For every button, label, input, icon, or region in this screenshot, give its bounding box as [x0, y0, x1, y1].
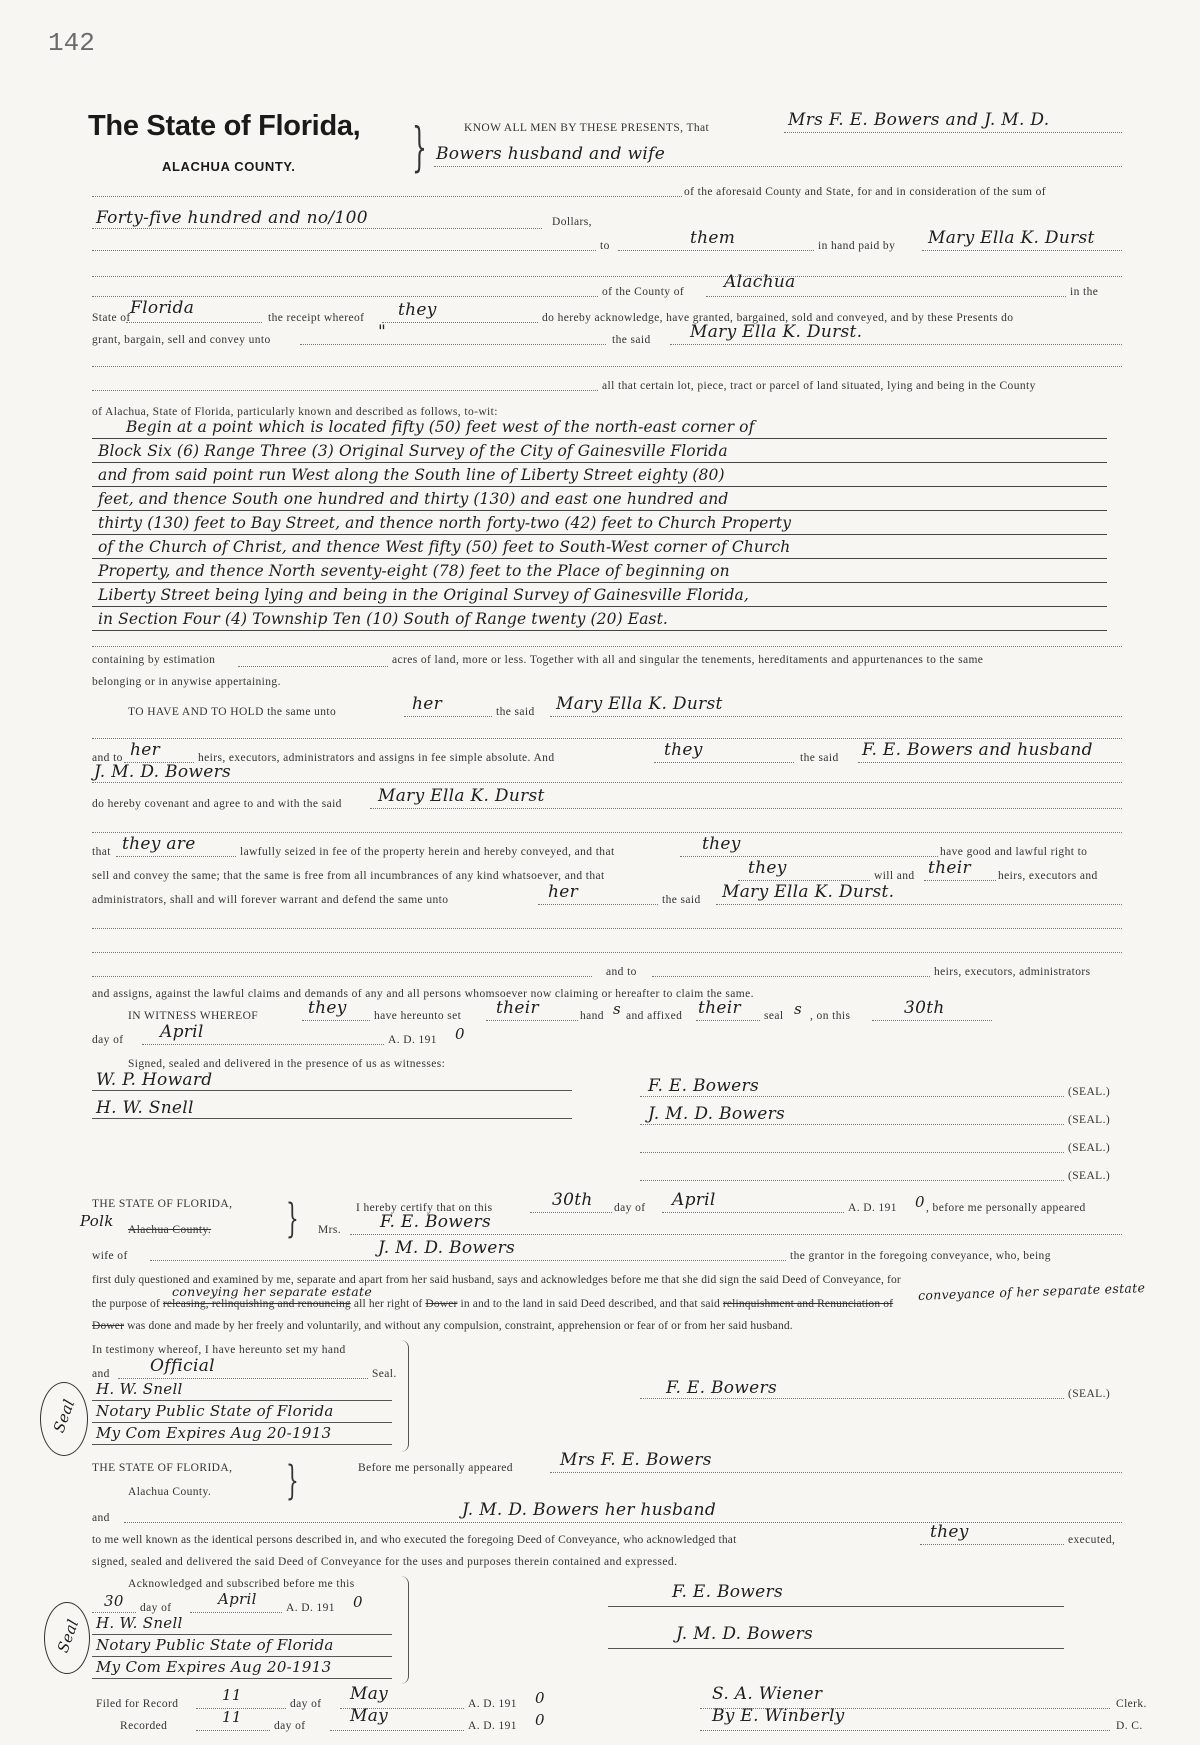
ack2-appeared: Mrs F. E. Bowers — [560, 1450, 712, 1470]
state-label: State of — [92, 312, 131, 324]
they-3: they — [702, 834, 741, 854]
and-to-2: and to — [606, 966, 637, 978]
ack2-day: 30 — [104, 1592, 124, 1610]
dotted-line — [640, 1124, 1064, 1125]
dotted-line — [738, 880, 870, 881]
dotted-line — [922, 250, 1122, 251]
grantee-name-3: Mary Ella K. Durst — [556, 694, 723, 714]
dotted-line — [640, 1152, 1064, 1153]
administrators-text: administrators, shall and will forever warrant and defend the same unto — [92, 894, 449, 906]
witness-line — [92, 1090, 572, 1091]
dotted-line — [652, 976, 930, 977]
seized-text: lawfully seized in fee of the property herein and hereby conveyed, and that — [240, 846, 615, 858]
ack2-commission: My Com Expires Aug 20-1913 — [96, 1658, 332, 1676]
witness-1: W. P. Howard — [96, 1070, 213, 1090]
ack1-notary-title: Notary Public State of Florida — [96, 1402, 334, 1420]
filed-month: May — [350, 1684, 389, 1704]
ack2-day-of: day of — [140, 1602, 172, 1614]
dotted-line — [920, 1544, 1064, 1545]
to-have-text: TO HAVE AND TO HOLD the same unto — [128, 706, 337, 718]
witness-their-2: their — [698, 998, 741, 1018]
ack2-signature-1: F. E. Bowers — [672, 1582, 783, 1602]
description-line: Begin at a point which is located fifty (50) feet west of the north-east corner of — [126, 418, 755, 436]
ack1-line2c: in and to the land in said Deed described, and that said — [460, 1298, 720, 1310]
covenantors-2: J. M. D. Bowers — [94, 762, 232, 782]
belonging-text: belonging or in anywise appertaining. — [92, 676, 281, 688]
her-2: her — [130, 740, 161, 760]
description-line: in Section Four (4) Township Ten (10) South of Range twenty (20) East. — [98, 610, 668, 628]
seal-text: seal — [764, 1010, 784, 1022]
they-2: they — [664, 740, 703, 760]
have-hereunto-text: have hereunto set — [374, 1010, 462, 1022]
ack1-seal-word: Seal. — [372, 1368, 397, 1380]
containing-text: containing by estimation — [92, 654, 216, 666]
dotted-line — [434, 166, 1122, 167]
seal-label: (SEAL.) — [1068, 1114, 1111, 1126]
filed-day-of: day of — [290, 1698, 322, 1710]
dotted-line — [196, 1730, 270, 1731]
dotted-line — [872, 1020, 992, 1021]
their-1: their — [928, 858, 971, 878]
sum-amount: Forty-five hundred and no/100 — [96, 208, 368, 228]
filed-year-digit: 0 — [535, 1689, 545, 1707]
dc-label: D. C. — [1116, 1720, 1143, 1732]
dotted-line — [92, 832, 1122, 833]
recorded-month: May — [350, 1706, 389, 1726]
witness-their: their — [496, 998, 539, 1018]
and-affixed-text: and affixed — [626, 1010, 683, 1022]
dotted-line — [92, 646, 1122, 647]
dotted-line — [150, 1260, 786, 1261]
ack1-husband: J. M. D. Bowers — [378, 1238, 516, 1258]
ack1-signature: F. E. Bowers — [666, 1378, 777, 1398]
dotted-line — [784, 132, 1122, 133]
dotted-line — [858, 762, 1122, 763]
ack1-commission: My Com Expires Aug 20-1913 — [96, 1424, 332, 1442]
ack1-seal-stamp-text: Seal — [49, 1396, 79, 1436]
ack1-line3 — [92, 1320, 793, 1332]
dotted-line — [640, 1096, 1064, 1097]
ack1-official: Official — [150, 1356, 215, 1376]
ack2-identical: to me well known as the identical persons described in, and who executed the foregoing Deed of Conveyance, who acknowledged that — [92, 1534, 737, 1546]
hand-s: s — [613, 1000, 621, 1018]
grantors-line2: Bowers husband and wife — [436, 144, 666, 164]
notary-line — [92, 1634, 392, 1635]
witness-line — [92, 1118, 572, 1119]
and-assigns-text: and assigns, against the lawful claims and demands of any and all persons whomsoever now claiming or hereafter to claim the same. — [92, 988, 754, 1000]
dotted-line — [538, 904, 658, 905]
grantee-name-4: Mary Ella K. Durst — [378, 786, 545, 806]
county-heading: ALACHUA COUNTY. — [162, 159, 296, 174]
acknowledge-text: do hereby acknowledge, have granted, bargained, sold and conveyed, and by these Presents do — [542, 312, 1014, 324]
ack1-line2-struck: releasing, relinquishing and renouncing — [162, 1298, 351, 1310]
ad-text: A. D. 191 — [388, 1034, 437, 1046]
covenantors-1: F. E. Bowers and husband — [862, 740, 1093, 760]
ack1-bracket — [398, 1340, 409, 1452]
grantee-name-2: Mary Ella K. Durst. — [690, 322, 863, 342]
they-4: they — [748, 858, 787, 878]
ack1-day: 30th — [552, 1190, 593, 1210]
dotted-line — [550, 1472, 1122, 1473]
ack1-insert1: conveying her separate estate — [172, 1284, 373, 1299]
dotted-line — [696, 1020, 760, 1021]
her-3: her — [548, 882, 579, 902]
in-the-text: in the — [1070, 286, 1099, 298]
ack2-county: Alachua County. — [128, 1486, 212, 1498]
dotted-line — [706, 296, 1066, 297]
signature-1: F. E. Bowers — [648, 1076, 759, 1096]
ack2-acknowledged: Acknowledged and subscribed before me this — [128, 1578, 355, 1590]
dotted-line — [92, 928, 1122, 929]
recorded-day: 11 — [222, 1708, 242, 1726]
ack1-seal-stamp — [40, 1382, 88, 1456]
recorded-year-digit: 0 — [535, 1711, 545, 1729]
ditto-mark: " — [378, 322, 387, 342]
dotted-line — [662, 1212, 844, 1213]
clerk-label: Clerk. — [1116, 1698, 1147, 1710]
ack1-insert2: conveyance of her separate estate — [917, 1280, 1146, 1303]
witness-day: 30th — [904, 998, 945, 1018]
dotted-line — [700, 1730, 1110, 1731]
ack1-before-me: , before me personally appeared — [926, 1202, 1086, 1214]
ack2-brace: } — [286, 1458, 299, 1504]
all-that-text: all that certain lot, piece, tract or parcel of land situated, lying and being in the County — [602, 380, 1036, 392]
seal-label: (SEAL.) — [1068, 1086, 1111, 1098]
ack2-seal-stamp — [44, 1602, 90, 1674]
dotted-line — [124, 1522, 1122, 1523]
in-hand-paid-text: in hand paid by — [818, 240, 896, 252]
dotted-line — [654, 762, 794, 763]
that-text: that — [92, 846, 111, 858]
ack2-bracket — [398, 1576, 409, 1684]
dotted-line — [404, 716, 492, 717]
know-all-men: KNOW ALL MEN BY THESE PRESENTS, That — [464, 122, 710, 134]
description-line: thirty (130) feet to Bay Street, and thence north forty-two (42) feet to Church Property — [98, 514, 792, 532]
dotted-line — [238, 666, 388, 667]
witness-month: April — [160, 1022, 204, 1042]
filed-text: Filed for Record — [96, 1698, 179, 1710]
dotted-line — [924, 880, 996, 881]
page-number: 142 — [48, 28, 95, 58]
ack1-line3-dower: Dower — [92, 1320, 125, 1332]
dotted-line — [302, 1020, 370, 1021]
of-aforesaid-text: of the aforesaid County and State, for and in consideration of the sum of — [684, 186, 1046, 198]
notary-line — [92, 1422, 392, 1423]
dotted-line — [618, 250, 814, 251]
the-said-3: the said — [800, 752, 839, 764]
ack1-line2b: all her right of — [353, 1298, 423, 1310]
of-alachua-text: of Alachua, State of Florida, particularly known and described as follows, to-wit: — [92, 406, 498, 418]
ack2-ad: A. D. 191 — [286, 1602, 335, 1614]
to-whom: them — [690, 228, 736, 248]
dotted-line — [382, 322, 538, 323]
state-title: The State of Florida, — [88, 110, 361, 142]
signature-line — [608, 1606, 1064, 1607]
grant-bargain-text: grant, bargain, sell and convey unto — [92, 334, 271, 346]
grantee-name: Mary Ella K. Durst — [928, 228, 1095, 248]
sell-convey-text: sell and convey the same; that the same is free from all incumbrances of any kind whatsoever, and that — [92, 870, 605, 882]
ack1-brace: } — [286, 1196, 299, 1242]
in-witness-text: IN WITNESS WHEREOF — [128, 1010, 259, 1022]
dotted-line — [640, 1180, 1064, 1181]
heirs-exec-text: heirs, executors and — [998, 870, 1098, 882]
ack1-certify: I hereby certify that on this — [356, 1202, 493, 1214]
ack2-notary-title: Notary Public State of Florida — [96, 1636, 334, 1654]
covenant-text: do hereby covenant and agree to and with the said — [92, 798, 342, 810]
dotted-line — [92, 366, 1122, 367]
dollars-text: Dollars, — [552, 216, 592, 228]
ack2-signed: signed, sealed and delivered the said Deed of Conveyance for the uses and purposes therein contained and expressed. — [92, 1556, 678, 1568]
signature-2: J. M. D. Bowers — [648, 1104, 786, 1124]
her-1: her — [412, 694, 443, 714]
ack2-seal-stamp-text: Seal — [53, 1616, 83, 1656]
ack1-line2-struck2: relinquishment and Renunciation of — [722, 1298, 894, 1310]
header-brace: } — [412, 118, 427, 178]
dotted-line — [92, 296, 598, 297]
ack1-ad: A. D. 191 — [848, 1202, 897, 1214]
ack2-husband: J. M. D. Bowers her husband — [462, 1500, 717, 1520]
ack1-and: and — [92, 1368, 110, 1380]
dotted-line — [370, 808, 1122, 809]
dotted-line — [670, 344, 1122, 345]
of-county-text: of the County of — [602, 286, 685, 298]
ack1-wife-of: wife of — [92, 1250, 128, 1262]
ack1-grantor: the grantor in the foregoing conveyance, who, being — [790, 1250, 1051, 1262]
notary-line — [92, 1678, 392, 1679]
dotted-line — [92, 250, 596, 251]
ack2-and: and — [92, 1512, 110, 1524]
signed-sealed-text: Signed, sealed and delivered in the presence of us as witnesses: — [128, 1058, 446, 1070]
seal-label: (SEAL.) — [1068, 1142, 1111, 1154]
dotted-line — [92, 276, 1122, 277]
witness-2: H. W. Snell — [96, 1098, 194, 1118]
good-right-text: have good and lawful right to — [940, 846, 1088, 858]
dotted-line — [330, 1730, 464, 1731]
grantee-name-5: Mary Ella K. Durst. — [722, 882, 895, 902]
ack2-state: THE STATE OF FLORIDA, — [92, 1462, 233, 1474]
ack1-notary-name: H. W. Snell — [96, 1380, 183, 1398]
description-line: of the Church of Christ, and thence West fifty (50) feet to South-West corner of Church — [98, 538, 791, 556]
ack1-mrs: Mrs. — [318, 1224, 342, 1236]
dotted-line — [118, 1378, 368, 1379]
seal-label: (SEAL.) — [1068, 1170, 1111, 1182]
they-receipt: they — [398, 300, 437, 320]
dotted-line — [92, 228, 542, 229]
dotted-line — [350, 1234, 1122, 1235]
they-are: they are — [122, 834, 196, 854]
recorded-day-of: day of — [274, 1720, 306, 1732]
dotted-line — [92, 782, 1122, 783]
ack2-month: April — [218, 1590, 257, 1608]
description-line: Property, and thence North seventy-eight (78) feet to the Place of beginning on — [98, 562, 730, 580]
dotted-line — [530, 1212, 612, 1213]
signature-line — [608, 1648, 1064, 1649]
dotted-line — [640, 1398, 1064, 1399]
dotted-line — [116, 856, 236, 857]
ack2-they: they — [930, 1522, 969, 1542]
will-and-text: will and — [874, 870, 915, 882]
description-line: Block Six (6) Range Three (3) Original Survey of the City of Gainesville Florida — [98, 442, 728, 460]
description-line: and from said point run West along the South line of Liberty Street eighty (80) — [98, 466, 725, 484]
the-said-4: the said — [662, 894, 701, 906]
dotted-line — [92, 952, 1122, 953]
ack2-signature-2: J. M. D. Bowers — [676, 1624, 814, 1644]
dotted-line — [550, 716, 1122, 717]
dotted-line — [486, 1020, 578, 1021]
deputy-name: By E. Winberly — [712, 1706, 845, 1726]
ack2-notary-name: H. W. Snell — [96, 1614, 183, 1632]
ack1-testimony: In testimony whereof, I have hereunto set my hand — [92, 1344, 346, 1356]
ack1-mrs-name: F. E. Bowers — [380, 1212, 491, 1232]
grantors-line1: Mrs F. E. Bowers and J. M. D. — [788, 110, 1050, 130]
ack1-line2-dower: Dower — [425, 1298, 458, 1310]
description-line: feet, and thence South one hundred and thirty (130) and east one hundred and — [98, 490, 729, 508]
ack1-line3-text: was done and made by her freely and voluntarily, and without any compulsion, constraint, apprehension or fear of or from her said husband. — [127, 1320, 793, 1332]
dotted-line — [126, 322, 262, 323]
to-text: to — [600, 240, 610, 252]
the-said-2: the said — [496, 706, 535, 718]
filed-ad: A. D. 191 — [468, 1698, 517, 1710]
ack1-county: Alachua County. — [128, 1224, 212, 1236]
witness-year-digit: 0 — [455, 1025, 465, 1043]
filed-day: 11 — [222, 1686, 242, 1704]
ack1-line1: first duly questioned and examined by me, separate and apart from her said husband, says and acknowledges before me that she did sign the said Deed of Conveyance, for — [92, 1274, 901, 1286]
dotted-line — [92, 738, 1122, 739]
notary-line — [92, 1400, 392, 1401]
notary-line — [92, 1444, 392, 1445]
ack1-county-inserted: Polk — [80, 1212, 114, 1230]
clerk-name: S. A. Wiener — [712, 1684, 823, 1704]
dotted-line — [92, 196, 682, 197]
hand-text: hand — [580, 1010, 604, 1022]
ack1-year-digit: 0 — [915, 1193, 925, 1211]
recorded-text: Recorded — [120, 1720, 168, 1732]
ack2-before-me: Before me personally appeared — [358, 1462, 513, 1474]
dotted-line — [92, 390, 598, 391]
ack2-year-digit: 0 — [353, 1593, 363, 1611]
receipt-text: the receipt whereof — [268, 312, 365, 324]
state-name: Florida — [130, 298, 195, 318]
county-name: Alachua — [724, 272, 796, 292]
witness-they: they — [308, 998, 347, 1018]
day-of-text: day of — [92, 1034, 124, 1046]
ack1-state: THE STATE OF FLORIDA, — [92, 1198, 233, 1210]
recorded-ad: A. D. 191 — [468, 1720, 517, 1732]
ack1-day-of: day of — [614, 1202, 646, 1214]
ack1-line2a: the purpose of — [92, 1298, 160, 1310]
notary-line — [92, 1656, 392, 1657]
dotted-line — [92, 976, 592, 977]
description-line: Liberty Street being lying and being in the Original Survey of Gainesville Florida, — [98, 586, 749, 604]
the-said-text: the said — [612, 334, 651, 346]
ack1-line2 — [92, 1298, 893, 1310]
and-to-text: and to — [92, 752, 123, 764]
on-this-text: , on this — [810, 1010, 851, 1022]
dotted-line — [142, 1044, 384, 1045]
ack2-executed: executed, — [1068, 1534, 1116, 1546]
dotted-line — [190, 1612, 282, 1613]
acres-text: acres of land, more or less. Together with all and singular the tenements, hereditaments and appurtenances to the same — [392, 654, 984, 666]
dotted-line — [716, 904, 1122, 905]
heirs-fee-text: heirs, executors, administrators and assigns in fee simple absolute. And — [198, 752, 555, 764]
dotted-line — [300, 344, 606, 345]
heirs-exec-admin-text: heirs, executors, administrators — [934, 966, 1091, 978]
ack1-seal-label: (SEAL.) — [1068, 1388, 1111, 1400]
dotted-line — [92, 1612, 136, 1613]
ack1-month: April — [672, 1190, 716, 1210]
dotted-line — [680, 856, 938, 857]
seal-s: s — [794, 1000, 802, 1018]
